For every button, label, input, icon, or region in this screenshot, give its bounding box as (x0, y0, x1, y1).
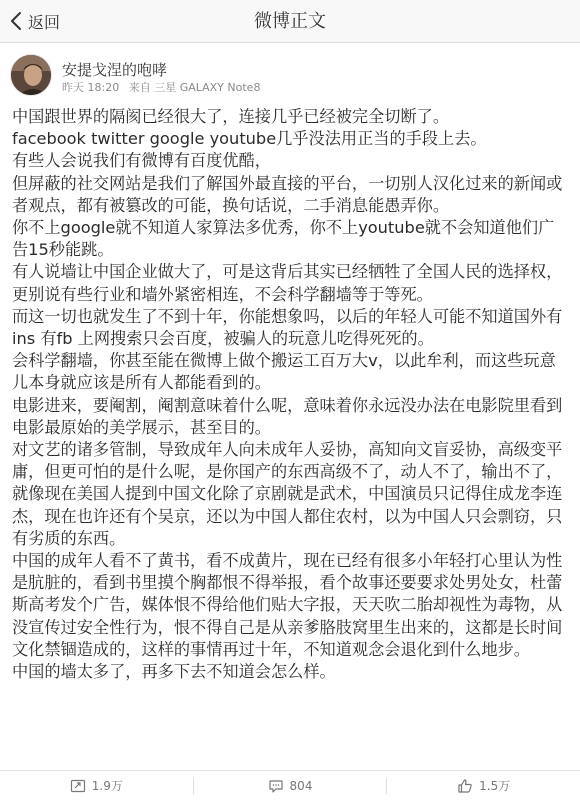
post-paragraph: 而这一切也就发生了不到十年，你能想象吗，以后的年轻人可能不知道国外有ins 有fb 上网搜索只会百度，被骗人的玩意儿吃得死死的。 (12, 306, 563, 349)
post-paragraph: 会科学翻墙，你甚至能在微博上做个搬运工百万大v，以此牟利，而这些玩意儿本身就应该是所有人都能看到的。 (12, 351, 556, 393)
back-label: 返回 (28, 12, 61, 32)
action-bar (0, 770, 580, 800)
post-paragraph: 但屏蔽的社交网站是我们了解国外最直接的平台，一切别人汉化过来的新闻或者观点，都有被篡改的可能，换句话说，二手消息能愚弄你。 (12, 173, 563, 215)
post-content (12, 106, 568, 683)
post-paragraph: facebook twitter google youtube几乎没法用正当的手段上去。 (12, 129, 487, 149)
post-meta (62, 79, 266, 95)
post-time: 昨天 18:20 (62, 81, 120, 94)
post-source: 来自 三星 GALAXY Note8 (128, 81, 261, 94)
author-header (10, 54, 570, 100)
comment-icon (268, 778, 284, 794)
avatar[interactable] (10, 54, 52, 96)
repost-icon (70, 778, 86, 794)
post-paragraph: 有些人会说我们有微博有百度优酷， (12, 151, 271, 171)
repost-count: 1.9万 (91, 779, 123, 793)
chevron-left-icon (8, 10, 26, 32)
post-paragraph: 对文艺的诸多管制，导致成年人向未成年人妥协，高知向文盲妥协，高级变平庸，但更可怕的是什么呢，是你国产的东西高级不了，动人不了，输出不了，就像现在美国人提到中国文化除了京剧就是武术，中国演员只记得住成龙李连杰，现在也许还有个吴京，还以为中国人都住农村，以为中国人只会剽窃，只有劣质的东西。 (12, 440, 563, 548)
like-count: 1.5万 (479, 779, 511, 793)
author-name[interactable]: 安提戈涅的咆哮 (62, 61, 168, 79)
avatar-image (11, 55, 52, 96)
post-paragraph: 电影进来，要阉割，阉割意味着什么呢，意味着你永远没办法在电影院里看到电影最原始的美学展示，甚至目的。 (12, 395, 563, 437)
post-paragraph: 中国跟世界的隔阂已经很大了，连接几乎已经被完全切断了。 (12, 107, 450, 126)
post-paragraph: 有人说墙让中国企业做大了，可是这背后其实已经牺牲了全国人民的选择权，更别说有些行业和墙外紧密相连，不会科学翻墙等于等死。 (12, 262, 563, 304)
nav-bar (0, 0, 580, 43)
back-button[interactable] (8, 7, 60, 35)
post-paragraph: 你不上google就不知道人家算法多优秀，你不上youtube就不会知道他们广告15秒能跳。 (12, 218, 555, 260)
comment-button[interactable] (194, 771, 387, 800)
post-paragraph: 中国的成年人看不了黄书，看不成黄片，现在已经有很多小年轻打心里认为性是肮脏的，看到书里摸个胸都恨不得举报，看个故事还要要求处男处女，杜蕾斯高考发个广告，媒体恨不得给他们贴大字报，天天吹二胎却视性为毒物，从没宣传过安全性行为，恨不得自己是从亲爹胳肢窝里生出来的，这都是长时间文化禁锢造成的，这样的事情再过十年，不知道观念会退化到什么地步。 (12, 551, 563, 659)
page-title: 微博正文 (254, 11, 326, 32)
post-paragraph: 中国的墙太多了，再多下去不知道会怎么样。 (12, 662, 336, 682)
repost-button[interactable] (0, 771, 193, 800)
thumbs-up-icon (457, 778, 473, 794)
comment-count: 804 (289, 778, 313, 793)
like-button[interactable] (387, 771, 580, 800)
